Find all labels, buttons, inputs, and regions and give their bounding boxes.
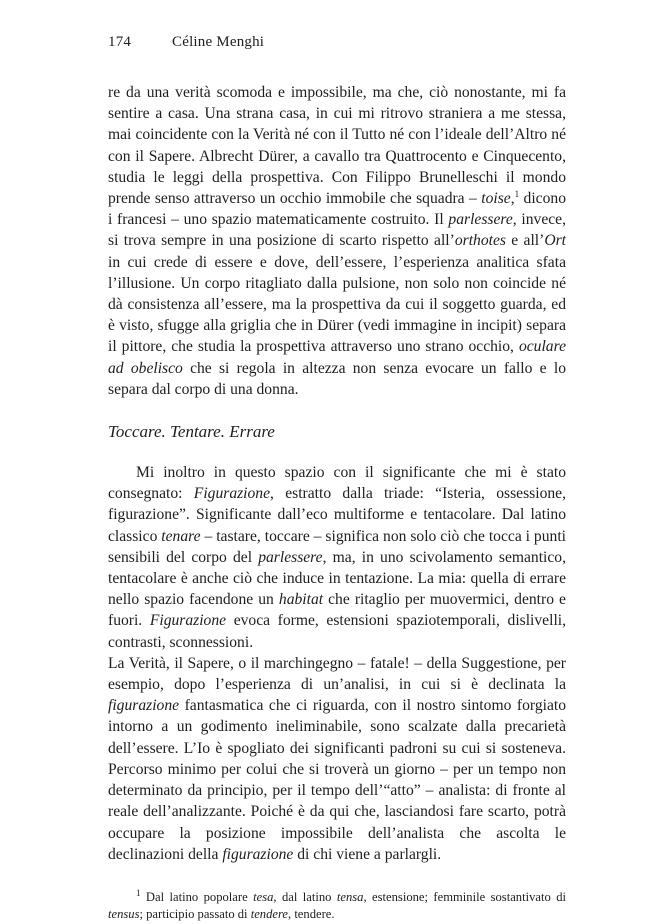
text-run: dicono i francesi – uno spazio matematicamente costruito. Il <box>108 190 566 229</box>
paragraph-2 <box>108 462 566 653</box>
italic-run: tendere <box>250 907 289 922</box>
italic-run: tensa <box>336 889 364 904</box>
text-run: , estensione; femminile sostantivato di <box>363 889 566 904</box>
text-run: che ritaglio per muovermici, dentro e fuori. <box>108 591 566 630</box>
italic-run: oculare ad obelisco <box>108 338 566 377</box>
section-heading: Toccare. Tentare. Errare <box>108 422 275 442</box>
text-run: , invece, si trova sempre in una posizione di scarto rispetto all’ <box>108 211 566 250</box>
text-run: fantasmatica che ci riguarda, con il nostro sintomo forgiato intorno a un godimento ineliminabile, sono scalzate dalla precarietà dell’essere. L’Io è spogliato dei significanti padroni su cui si sosteneva. Percorso minimo per colui che si troverà un giorno – per un tempo non determinato da principio, per il tempo dell’“atto” – analista: di fronte al reale dell’analizzante. Poiché è da qui che, lasciandosi fare scarto, potrà occupare la posizione impossibile dell’analista che ascolta le declinazioni della <box>108 697 566 863</box>
text-run: , ma, in uno scivolamento semantico, tentacolare è anche ciò che induce in tentazione. La mia: quella di errare nello spazio facendone un <box>108 548 566 609</box>
paragraph-3 <box>108 653 566 865</box>
text-run: ; participio passato di <box>139 907 251 922</box>
text-run: Dal latino popolare <box>140 889 254 904</box>
text-run: e all’ <box>505 232 545 250</box>
italic-run: tesa <box>253 889 274 904</box>
italic-run: parlessere <box>258 548 323 566</box>
paragraph-1 <box>108 82 566 400</box>
text-run: di chi viene a parlargli. <box>293 845 442 863</box>
text-run: che si regola in altezza non senza evocare un fallo e lo separa dal corpo di una donna. <box>108 359 566 398</box>
italic-run: tenare <box>161 527 201 545</box>
text-run: , tendere. <box>288 907 335 922</box>
italic-run: toise <box>481 190 511 208</box>
text-run: – tastare, toccare – significa non solo ciò che tocca i punti sensibili del corpo del <box>108 527 566 566</box>
italic-run: tensus <box>108 907 140 922</box>
italic-run: figurazione <box>108 697 180 715</box>
page-number: 174 <box>108 34 132 50</box>
italic-run: Figurazione <box>193 485 271 503</box>
footnote-reference[interactable]: 1 <box>514 188 520 199</box>
text-run: re da una verità scomoda e impossibile, ma che, ciò nonostante, mi fa sentire a casa. Una strana casa, in cui mi ritrovo straniera a me stessa, mai coincidente con la Verità né con il Tutto né con l’ideale dell’Altro né con il Sapere. Albrecht Dürer, a cavallo tra Quattrocento e Cinquecento, studia le leggi della prospettiva. Con Filippo Brunelleschi il mondo prende senso attraverso un occhio immobile che squadra – <box>108 84 566 208</box>
italic-run: orthotes <box>454 232 506 250</box>
running-head <box>108 34 264 51</box>
italic-run: Ort <box>544 232 566 250</box>
text-run: , <box>510 190 515 208</box>
footnote-1 <box>108 889 566 924</box>
text-run: Mi inoltro in questo spazio con il significante che mi è stato consegnato: <box>108 464 566 503</box>
italic-run: Figurazione <box>149 612 227 630</box>
main-text <box>108 82 566 924</box>
italic-run: figurazione <box>222 845 294 863</box>
text-run: , dal latino <box>273 889 337 904</box>
text-run: evoca forme, estensioni spaziotemporali, dislivelli, contrasti, sconnessioni. <box>108 612 567 651</box>
text-run: La Verità, il Sapere, o il marchingegno – fatale! – della Suggestione, per esempio, dopo l’esperienza di un’analisi, in cui si è declinata la <box>108 654 566 694</box>
footnote-number: 1 <box>136 887 141 898</box>
text-run: , estratto dalla triade: “Isteria, ossessione, figurazione”. Significante dall’eco multiforme e tentacolare. Dal latino classico <box>108 485 566 545</box>
italic-run: parlessere <box>448 211 513 229</box>
italic-run: habitat <box>278 591 324 609</box>
text-run: in cui crede di essere e dove, dell’essere, l’esperienza analitica sfata l’illusione. Un corpo ritagliato dalla pulsione, non solo non coincide né dà consistenza all’essere, ma la prospettiva da cui il soggetto guarda, ed è visto, sfugge alla griglia che in Dürer (vedi immagine in incipit) separa il pittore, che studia la prospettiva attraverso uno strano occhio, <box>108 253 566 356</box>
author-name: Céline Menghi <box>172 34 265 50</box>
